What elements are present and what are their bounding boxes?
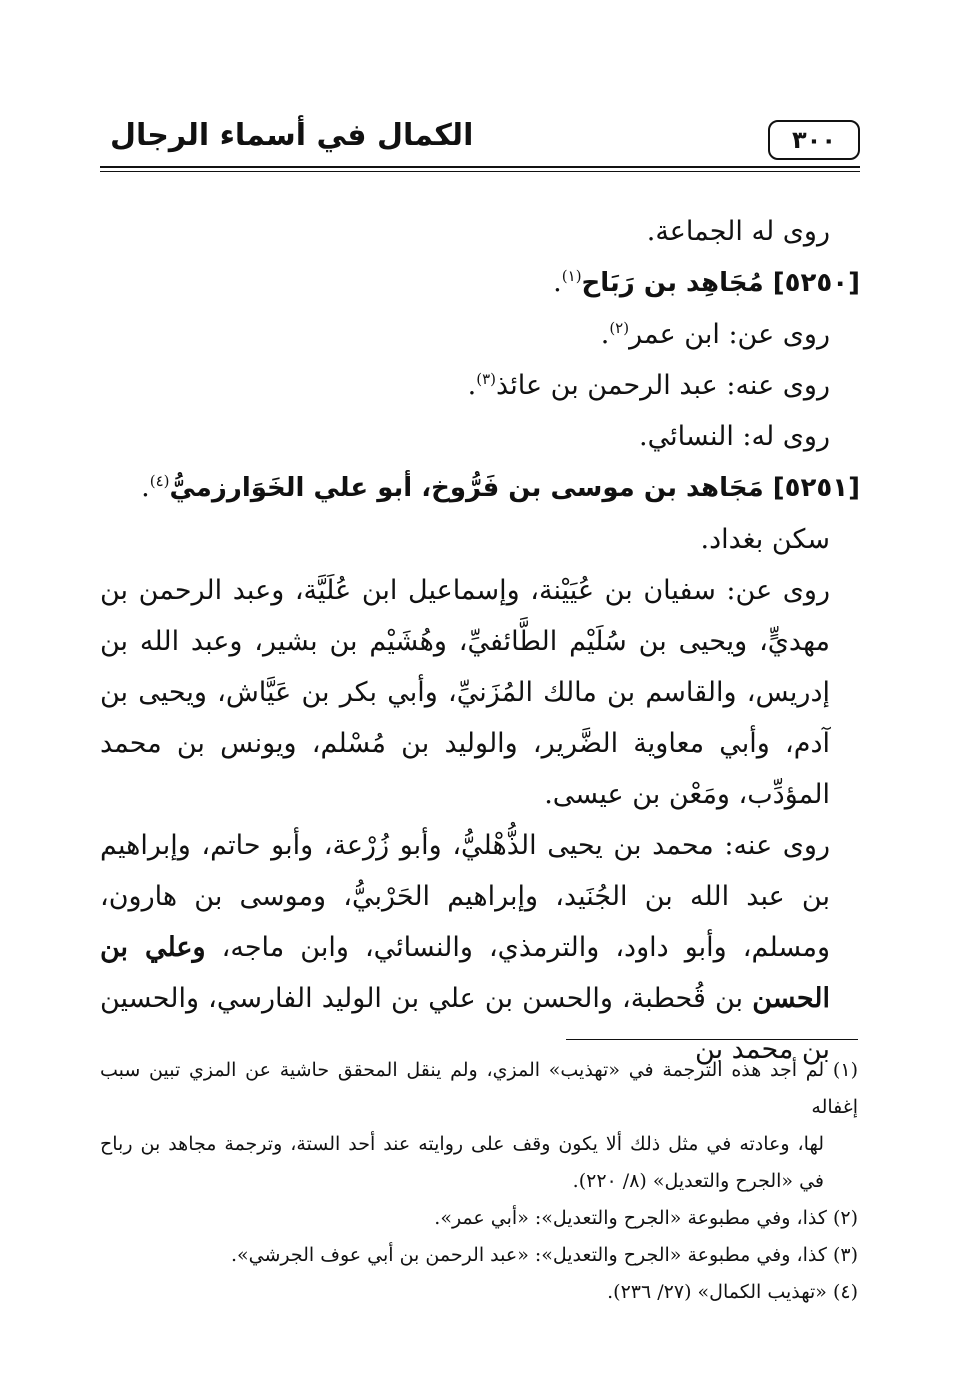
- footnote-mark: (٣): [476, 370, 497, 388]
- text-line: سكن بغداد.: [700, 524, 830, 555]
- text-line: [100, 360, 860, 411]
- text-paragraph: روى عن: سفيان بن عُيَيْنة، وإسماعيل ابن عُلَيَّة، وعبد الرحمن بن مهديٍّ، ويحيى بن سُلَيْم الطَّائفيِّ، وهُشَيْم بن بشير، وعبد الله بن إدريس، والقاسم بن مالك المُزَنيِّ، وأبي بكر بن عَيَّاش، ويحيى بن آدم، وأبي معاوية الضَّرير، والوليد بن مُسْلم، ويونس بن محمد المؤدِّب، ومَعْن بن عيسى.: [100, 575, 830, 810]
- entry-title: [٥٢٥٠] مُجَاهِد بن رَبَاح: [581, 268, 860, 298]
- entry-heading-5251: [100, 462, 860, 514]
- footnote-mark: (٢): [609, 319, 630, 337]
- page-header: [100, 110, 860, 170]
- entry-title: [٥٢٥١] مَجَاهد بن موسى بن فَرُّوخ، أبو علي الخَوَارزميُّ: [169, 473, 860, 503]
- footnotes: [100, 1052, 858, 1311]
- line-text: روى عنه: محمد بن يحيى الذُّهْليُّ، وأبو زُرْعة، وأبو حاتم، وإبراهيم بن عبد الله بن الجُنَيد، وإبراهيم الحَرْبيُّ، وموسى بن هارون، ومسلم، وأبو داود، والترمذي، والنسائي، وابن ماجه،: [100, 830, 830, 963]
- period: .: [553, 267, 562, 298]
- line-text: بن قُحطبة، والحسن بن علي بن الوليد الفارسي، والحسين بن محمد بن: [100, 983, 830, 1065]
- text-paragraph: [100, 820, 860, 1075]
- period: .: [141, 472, 150, 503]
- page-number: ٣٠٠: [768, 120, 860, 160]
- bold-name: وعلي بن الحسن: [100, 932, 830, 1014]
- header-rule-thin: [100, 171, 860, 172]
- footnote-4: (٤) «تهذيب الكمال» (٢٧/ ٢٣٦).: [607, 1281, 858, 1303]
- entry-heading-5250: [100, 257, 860, 309]
- footnote-mark: (٤): [149, 472, 170, 490]
- line-text: روى عن: ابن عمر: [629, 319, 830, 350]
- footnote-2: (٢) كذا، وفي مطبوعة «الجرح والتعديل»: «أبي عمر».: [434, 1207, 858, 1229]
- line-text: روى عنه: عبد الرحمن بن عائذ: [496, 370, 830, 401]
- footnote-1-continued: لها، وعادته في مثل ذلك ألا يكون وقف على روايته عند أحد الستة، وترجمة مجاهد بن رباح في «الجرح والتعديل» (٨/ ٢٢٠).: [100, 1133, 824, 1192]
- footnote-mark: (١): [561, 267, 582, 285]
- text-line: روى له الجماعة.: [646, 216, 830, 247]
- book-title: الكمال في أسماء الرجال: [110, 118, 474, 153]
- period: .: [600, 319, 610, 350]
- period: .: [467, 370, 477, 401]
- text-line: [100, 309, 860, 360]
- main-text: [100, 206, 860, 1075]
- text-line: روى له: النسائي.: [639, 421, 830, 452]
- footnote-1: (١) لم أجد هذه الترجمة في «تهذيب» المزي، ولم ينقل المحقق حاشية عن المزي تبين سبب إغفاله: [100, 1059, 858, 1118]
- footnote-rule: [566, 1039, 858, 1040]
- header-rule: [100, 166, 860, 168]
- footnote-3: (٣) كذا، وفي مطبوعة «الجرح والتعديل»: «عبد الرحمن بن أبي عوف الجرشي».: [230, 1244, 858, 1266]
